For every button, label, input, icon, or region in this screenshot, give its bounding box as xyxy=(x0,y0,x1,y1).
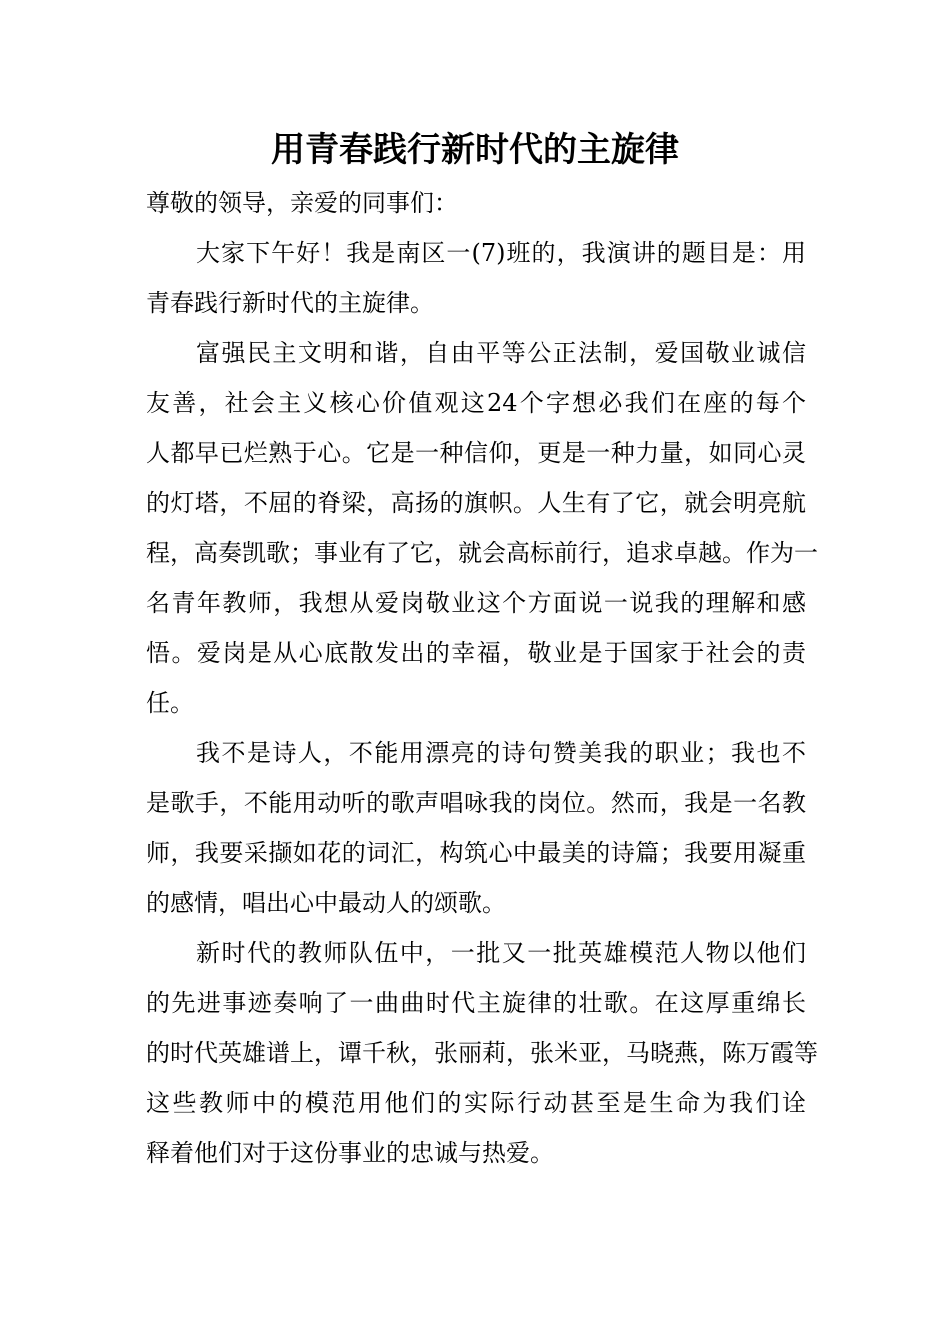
paragraph-line: 人都早已烂熟于心。它是一种信仰，更是一种力量，如同心灵 xyxy=(146,439,806,467)
paragraph-2 xyxy=(146,328,818,728)
paragraph-3 xyxy=(146,728,806,928)
paragraph-line: 大家下午好！我是南区一(7)班的，我演讲的题目是：用 xyxy=(196,239,806,267)
paragraph-line: 的感情，唱出心中最动人的颂歌。 xyxy=(146,889,506,917)
paragraph-line: 师，我要采撷如花的词汇，构筑心中最美的诗篇；我要用凝重 xyxy=(146,839,806,867)
paragraph-line: 友善，社会主义核心价值观这24个字想必我们在座的每个 xyxy=(146,389,806,417)
paragraph-line: 程，高奏凯歌；事业有了它，就会高标前行，追求卓越。作为一 xyxy=(146,539,818,567)
document-body xyxy=(146,178,818,1178)
paragraph-line: 是歌手，不能用动听的歌声唱咏我的岗位。然而，我是一名教 xyxy=(146,789,806,817)
paragraph-line: 名青年教师，我想从爱岗敬业这个方面说一说我的理解和感 xyxy=(146,589,806,617)
greeting-line: 尊敬的领导，亲爱的同事们： xyxy=(146,189,458,217)
paragraph-line: 富强民主文明和谐，自由平等公正法制，爱国敬业诚信 xyxy=(196,339,806,367)
document-title: 用青春践行新时代的主旋律 xyxy=(271,130,679,170)
paragraph-line: 新时代的教师队伍中，一批又一批英雄模范人物以他们 xyxy=(196,939,806,967)
paragraph-4 xyxy=(146,928,818,1178)
paragraph-line: 任。 xyxy=(146,689,194,717)
paragraph-line: 我不是诗人，不能用漂亮的诗句赞美我的职业；我也不 xyxy=(196,739,806,767)
paragraph-line: 青春践行新时代的主旋律。 xyxy=(146,289,434,317)
paragraph-line: 释着他们对于这份事业的忠诚与热爱。 xyxy=(146,1139,554,1167)
paragraph-line: 悟。爱岗是从心底散发出的幸福，敬业是于国家于社会的责 xyxy=(146,639,806,667)
paragraph-line: 的时代英雄谱上，谭千秋，张丽莉，张米亚，马晓燕，陈万霞等 xyxy=(146,1039,818,1067)
paragraph-line: 这些教师中的模范用他们的实际行动甚至是生命为我们诠 xyxy=(146,1089,806,1117)
paragraph-line: 的先进事迹奏响了一曲曲时代主旋律的壮歌。在这厚重绵长 xyxy=(146,989,806,1017)
paragraph-line: 的灯塔，不屈的脊梁，高扬的旗帜。人生有了它，就会明亮航 xyxy=(146,489,806,517)
paragraph-1 xyxy=(146,228,806,328)
